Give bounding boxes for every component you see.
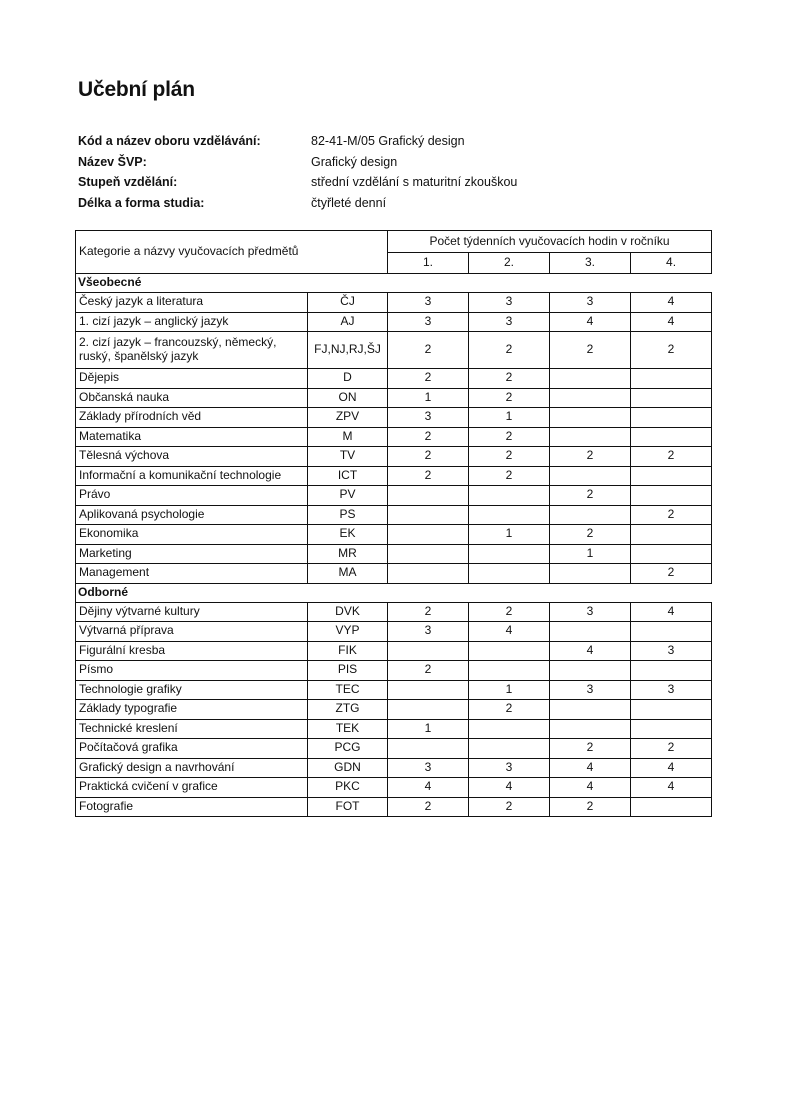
hours-cell	[469, 544, 550, 564]
hours-cell: 2	[550, 486, 631, 506]
subject-name: Český jazyk a literatura	[76, 293, 308, 313]
info-row	[78, 131, 638, 152]
hours-cell	[550, 466, 631, 486]
subject-name: Občanská nauka	[76, 388, 308, 408]
hours-cell: 2	[631, 505, 712, 525]
hours-cell	[469, 486, 550, 506]
hours-cell: 2	[469, 447, 550, 467]
hours-cell: 4	[631, 758, 712, 778]
hours-cell: 2	[469, 332, 550, 369]
table-row	[76, 778, 712, 798]
hours-cell	[631, 622, 712, 642]
hours-cell: 2	[469, 369, 550, 389]
subject-abbr: PS	[308, 505, 388, 525]
table-row	[76, 739, 712, 759]
hours-cell: 4	[550, 758, 631, 778]
hours-cell: 3	[550, 602, 631, 622]
hours-cell: 3	[631, 680, 712, 700]
subject-abbr: PCG	[308, 739, 388, 759]
info-value: 82-41-M/05 Grafický design	[311, 134, 465, 149]
hours-cell: 3	[550, 680, 631, 700]
subject-abbr: DVK	[308, 602, 388, 622]
year-header: 1.	[388, 253, 469, 274]
hours-cell: 1	[550, 544, 631, 564]
subject-name: Základy přírodních věd	[76, 408, 308, 428]
hours-cell	[631, 719, 712, 739]
curriculum-table	[75, 230, 712, 817]
hours-cell	[550, 564, 631, 584]
subject-name: Počítačová grafika	[76, 739, 308, 759]
subject-abbr: ČJ	[308, 293, 388, 313]
hours-cell	[469, 719, 550, 739]
subject-abbr: TEK	[308, 719, 388, 739]
info-label: Stupeň vzdělání:	[78, 175, 178, 190]
hours-cell: 2	[469, 700, 550, 720]
hours-cell	[550, 388, 631, 408]
subject-name: Marketing	[76, 544, 308, 564]
subject-name: Písmo	[76, 661, 308, 681]
hours-cell	[631, 544, 712, 564]
hours-cell: 2	[550, 797, 631, 817]
subject-abbr: ICT	[308, 466, 388, 486]
hours-cell: 4	[469, 622, 550, 642]
hours-cell: 2	[631, 564, 712, 584]
info-label: Název ŠVP:	[78, 154, 147, 169]
hours-cell	[388, 544, 469, 564]
table-row	[76, 466, 712, 486]
table-row	[76, 544, 712, 564]
hours-cell	[469, 641, 550, 661]
page-title: Učební plán	[78, 78, 195, 101]
hours-cell	[388, 680, 469, 700]
subject-abbr: TV	[308, 447, 388, 467]
subject-name: 2. cizí jazyk – francouzský, německý, ruský, španělský jazyk	[76, 332, 308, 369]
hours-cell: 2	[550, 525, 631, 545]
category-label: Všeobecné	[76, 274, 712, 293]
hours-cell: 3	[388, 312, 469, 332]
hours-cell	[631, 661, 712, 681]
subject-abbr: PKC	[308, 778, 388, 798]
table-row	[76, 700, 712, 720]
hours-cell: 3	[469, 312, 550, 332]
hours-cell: 3	[388, 408, 469, 428]
category-row	[76, 583, 712, 602]
subject-abbr: VYP	[308, 622, 388, 642]
hours-cell: 2	[388, 447, 469, 467]
hours-cell: 2	[388, 427, 469, 447]
study-info	[78, 131, 638, 213]
subject-name: Grafický design a navrhování	[76, 758, 308, 778]
table-row	[76, 680, 712, 700]
hours-cell: 4	[550, 778, 631, 798]
hours-cell	[388, 505, 469, 525]
hours-cell	[550, 427, 631, 447]
hours-cell: 4	[388, 778, 469, 798]
hours-cell: 1	[388, 388, 469, 408]
hours-cell: 2	[469, 466, 550, 486]
subjects-header: Kategorie a názvy vyučovacích předmětů	[76, 231, 388, 274]
hours-cell: 4	[469, 778, 550, 798]
hours-cell	[469, 661, 550, 681]
hours-cell: 2	[469, 602, 550, 622]
subject-name: Základy typografie	[76, 700, 308, 720]
hours-cell	[631, 700, 712, 720]
hours-cell	[550, 408, 631, 428]
table-row	[76, 641, 712, 661]
table-row	[76, 293, 712, 313]
subject-name: Dějepis	[76, 369, 308, 389]
hours-cell	[631, 486, 712, 506]
hours-cell	[388, 739, 469, 759]
hours-cell: 3	[388, 622, 469, 642]
year-header: 2.	[469, 253, 550, 274]
hours-cell	[388, 525, 469, 545]
subject-abbr: PIS	[308, 661, 388, 681]
hours-cell: 4	[631, 602, 712, 622]
hours-cell	[631, 466, 712, 486]
subject-name: Aplikovaná psychologie	[76, 505, 308, 525]
subject-abbr: FIK	[308, 641, 388, 661]
hours-cell: 4	[631, 778, 712, 798]
table-row	[76, 525, 712, 545]
year-header: 4.	[631, 253, 712, 274]
hours-cell	[550, 622, 631, 642]
hours-cell: 2	[469, 797, 550, 817]
subject-abbr: PV	[308, 486, 388, 506]
subject-name: Tělesná výchova	[76, 447, 308, 467]
hours-cell: 4	[550, 312, 631, 332]
table-row	[76, 369, 712, 389]
info-value: střední vzdělání s maturitní zkouškou	[311, 175, 518, 190]
hours-cell: 1	[388, 719, 469, 739]
table-row	[76, 758, 712, 778]
table-row	[76, 622, 712, 642]
info-label: Kód a název oboru vzdělávání:	[78, 134, 261, 149]
info-row	[78, 152, 638, 173]
subject-abbr: ZTG	[308, 700, 388, 720]
year-header: 3.	[550, 253, 631, 274]
hours-cell: 4	[550, 641, 631, 661]
hours-cell: 4	[631, 312, 712, 332]
table-row	[76, 719, 712, 739]
subject-abbr: EK	[308, 525, 388, 545]
hours-cell	[469, 564, 550, 584]
subject-abbr: GDN	[308, 758, 388, 778]
hours-cell: 2	[469, 427, 550, 447]
subject-name: Technologie grafiky	[76, 680, 308, 700]
hours-cell	[388, 641, 469, 661]
subject-abbr: MA	[308, 564, 388, 584]
hours-cell: 2	[550, 447, 631, 467]
hours-cell: 1	[469, 525, 550, 545]
hours-cell: 2	[631, 739, 712, 759]
hours-cell: 3	[469, 293, 550, 313]
hours-cell: 1	[469, 408, 550, 428]
hours-cell	[631, 369, 712, 389]
hours-cell	[631, 388, 712, 408]
subject-abbr: D	[308, 369, 388, 389]
hours-cell: 1	[469, 680, 550, 700]
subject-abbr: ZPV	[308, 408, 388, 428]
hours-header: Počet týdenních vyučovacích hodin v ročníku	[388, 231, 712, 253]
hours-cell	[550, 505, 631, 525]
hours-cell	[550, 369, 631, 389]
subject-name: Management	[76, 564, 308, 584]
subject-name: Informační a komunikační technologie	[76, 466, 308, 486]
table-row	[76, 408, 712, 428]
hours-cell	[388, 564, 469, 584]
hours-cell	[631, 525, 712, 545]
subject-abbr: FOT	[308, 797, 388, 817]
category-row	[76, 274, 712, 293]
hours-cell	[388, 700, 469, 720]
table-row	[76, 661, 712, 681]
hours-cell	[550, 700, 631, 720]
hours-cell: 2	[631, 332, 712, 369]
table-body	[76, 274, 712, 817]
table-row	[76, 505, 712, 525]
hours-cell: 3	[388, 293, 469, 313]
hours-cell	[469, 505, 550, 525]
subject-name: Ekonomika	[76, 525, 308, 545]
hours-cell: 2	[388, 369, 469, 389]
hours-cell	[550, 719, 631, 739]
subject-name: Dějiny výtvarné kultury	[76, 602, 308, 622]
hours-cell: 2	[469, 388, 550, 408]
table-row	[76, 486, 712, 506]
table-row	[76, 602, 712, 622]
table-row	[76, 388, 712, 408]
table-row	[76, 564, 712, 584]
hours-cell	[388, 486, 469, 506]
info-row	[78, 172, 638, 193]
info-label: Délka a forma studia:	[78, 195, 205, 210]
table-row	[76, 447, 712, 467]
hours-cell: 2	[388, 797, 469, 817]
hours-cell: 2	[631, 447, 712, 467]
subject-abbr: ON	[308, 388, 388, 408]
subject-abbr: FJ,NJ,RJ,ŠJ	[308, 332, 388, 369]
hours-cell: 3	[550, 293, 631, 313]
hours-cell: 2	[388, 466, 469, 486]
hours-cell	[631, 427, 712, 447]
hours-cell	[469, 739, 550, 759]
table-row	[76, 312, 712, 332]
table-row	[76, 427, 712, 447]
subject-abbr: MR	[308, 544, 388, 564]
hours-cell: 2	[550, 739, 631, 759]
hours-cell	[550, 661, 631, 681]
subject-name: Fotografie	[76, 797, 308, 817]
subject-name: Technické kreslení	[76, 719, 308, 739]
subject-name: Výtvarná příprava	[76, 622, 308, 642]
subject-abbr: M	[308, 427, 388, 447]
subject-name: 1. cizí jazyk – anglický jazyk	[76, 312, 308, 332]
hours-cell: 3	[631, 641, 712, 661]
hours-cell: 3	[388, 758, 469, 778]
hours-cell: 4	[631, 293, 712, 313]
subject-abbr: TEC	[308, 680, 388, 700]
hours-cell: 3	[469, 758, 550, 778]
subject-abbr: AJ	[308, 312, 388, 332]
subject-name: Figurální kresba	[76, 641, 308, 661]
hours-cell: 2	[550, 332, 631, 369]
hours-cell: 2	[388, 332, 469, 369]
subject-name: Matematika	[76, 427, 308, 447]
table-row	[76, 797, 712, 817]
info-value: Grafický design	[311, 154, 398, 169]
hours-cell	[631, 408, 712, 428]
subject-name: Právo	[76, 486, 308, 506]
hours-cell	[631, 797, 712, 817]
table-row	[76, 332, 712, 369]
info-row	[78, 193, 638, 214]
info-value: čtyřleté denní	[311, 195, 387, 210]
category-label: Odborné	[76, 583, 712, 602]
subject-name: Praktická cvičení v grafice	[76, 778, 308, 798]
hours-cell: 2	[388, 661, 469, 681]
hours-cell: 2	[388, 602, 469, 622]
